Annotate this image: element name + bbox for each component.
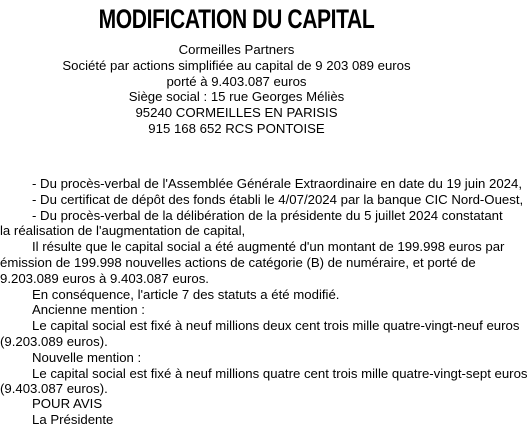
body-line: - Du certificat de dépôt des fonds établi le 4/07/2024 par la banque CIC Nord-Ouest, <box>32 191 524 207</box>
body-line: Le capital social est fixé à neuf millions quatre cent trois mille quatre-vingt-sept euros <box>32 365 528 381</box>
notice-title: MODIFICATION DU CAPITAL <box>98 4 375 34</box>
pour-avis: POUR AVIS <box>32 396 103 411</box>
body-line: émission de 199.998 nouvelles actions de catégorie (B) de numéraire, et porté de <box>0 254 476 270</box>
body-line: - Du procès-verbal de l'Assemblée Générale Extraordinaire en date du 19 juin 2024, <box>32 176 523 191</box>
body-line: (9.403.087 euros). <box>0 381 108 397</box>
body-line: Il résulte que le capital social a été augmenté d'un montant de 199.998 euros par <box>32 239 505 255</box>
old-mention-heading: Ancienne mention : <box>32 302 145 318</box>
signatory: La Présidente <box>32 411 114 427</box>
company-legal-form: Société par actions simplifiée au capital de 9 203 089 euros <box>62 57 411 73</box>
company-rcs: 915 168 652 RCS PONTOISE <box>148 120 325 136</box>
body-line: 9.203.089 euros à 9.403.087 euros. <box>0 270 209 286</box>
body-line: Le capital social est fixé à neuf millions deux cent trois mille quatre-vingt-neuf euros <box>32 318 520 334</box>
body-line: la réalisation de l'augmentation de capital, <box>0 223 246 239</box>
body-line: (9.203.089 euros). <box>0 333 108 349</box>
body-line: - Du procès-verbal de la délibération de la présidente du 5 juillet 2024 constatant <box>32 207 503 223</box>
company-capital-update: porté à 9.403.087 euros <box>166 73 307 89</box>
company-city: 95240 CORMEILLES EN PARISIS <box>135 105 338 121</box>
body-line: En conséquence, l'article 7 des statuts a été modifié. <box>32 286 340 302</box>
company-head-office: Siège social : 15 rue Georges Méliès <box>128 89 345 105</box>
company-header <box>0 42 473 137</box>
notice-body <box>0 176 528 397</box>
new-mention-heading: Nouvelle mention : <box>32 349 142 365</box>
signature-block <box>32 396 113 428</box>
company-name: Cormeilles Partners <box>178 42 295 57</box>
